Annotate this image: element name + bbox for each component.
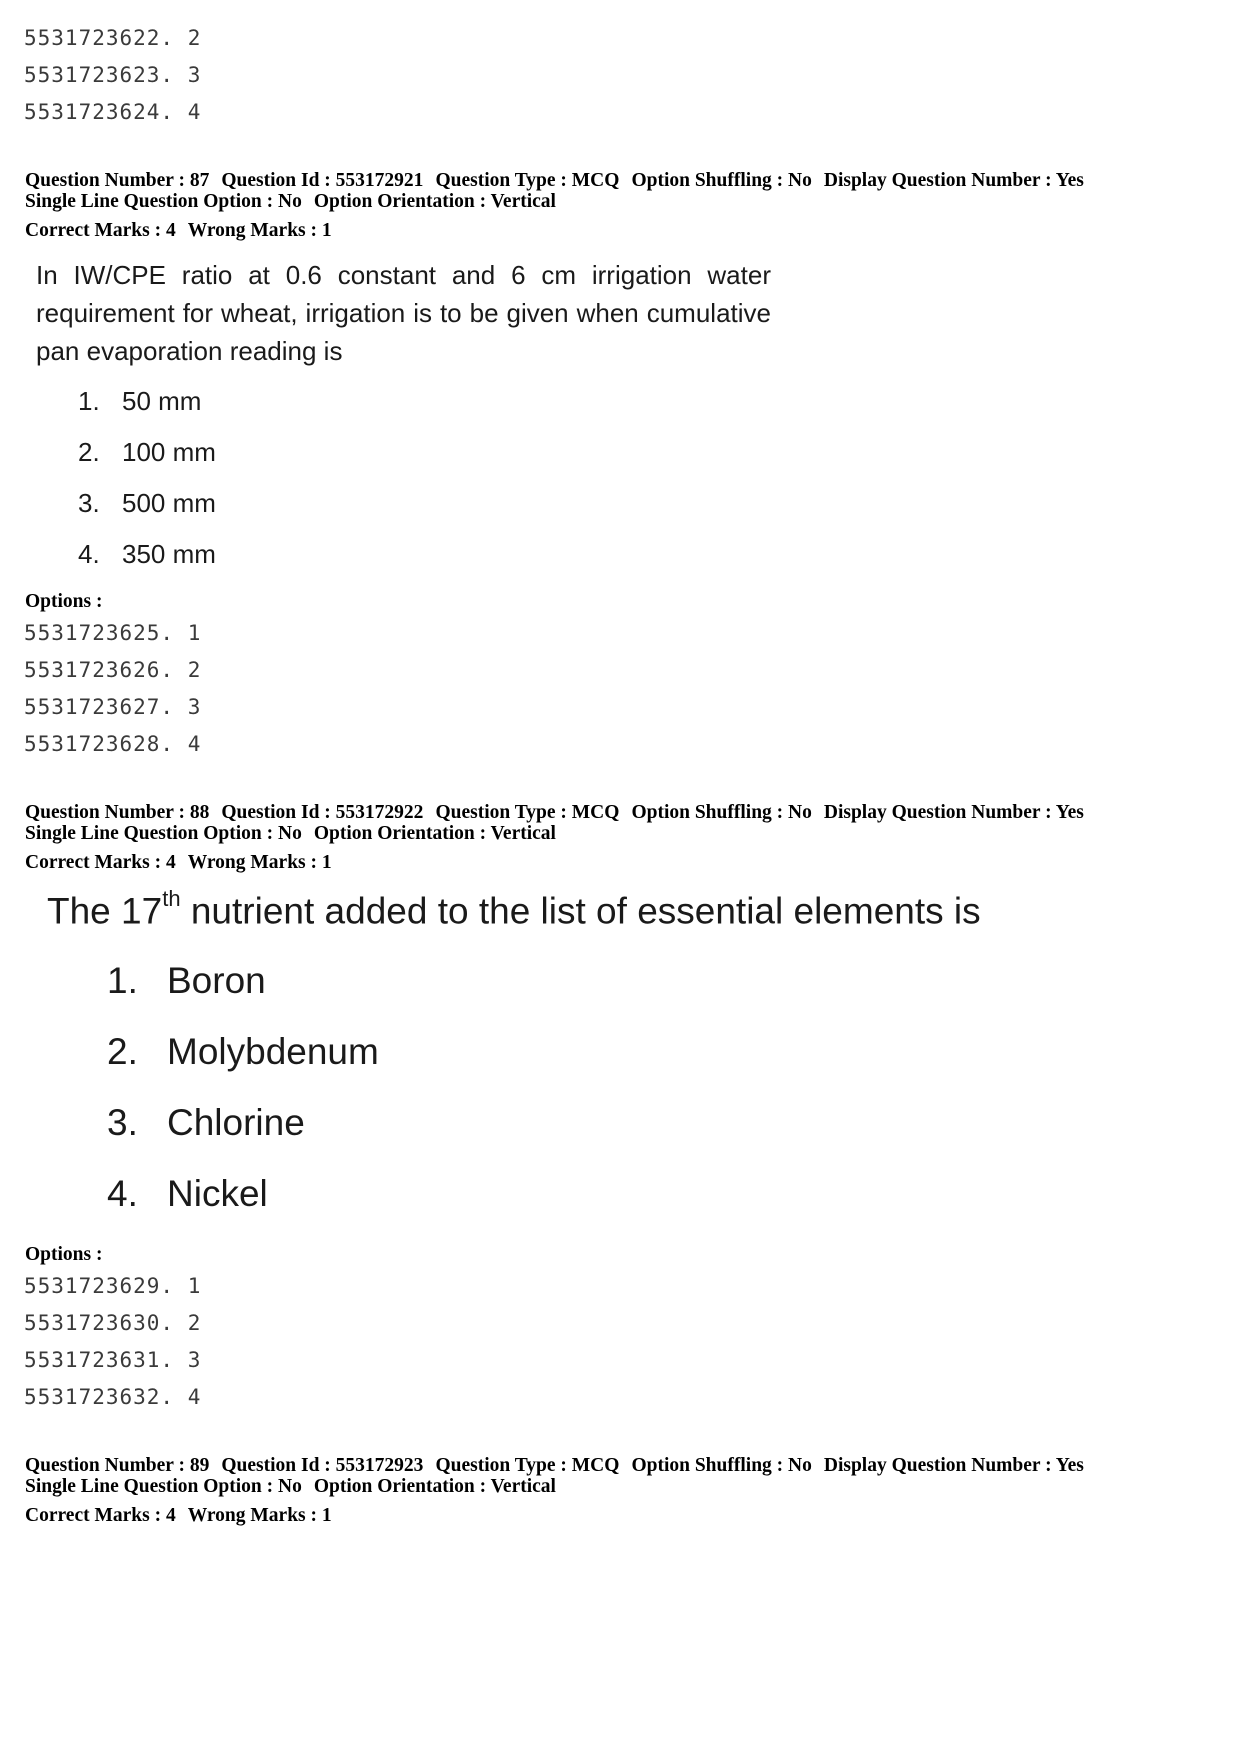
q87-option-shuffling: Option Shuffling : No	[631, 170, 812, 191]
q89-meta-line-2	[25, 1476, 568, 1498]
choice-number: 3.	[78, 488, 100, 518]
q88-option-shuffling: Option Shuffling : No	[631, 802, 812, 823]
option-id-line: 5531723628. 4	[24, 732, 202, 756]
choice-text: 100 mm	[122, 437, 216, 467]
q87-meta-line-1	[25, 170, 1096, 192]
q87-orientation: Option Orientation : Vertical	[313, 191, 556, 212]
q89-correct-marks: Correct Marks : 4	[25, 1505, 176, 1526]
q87-choice	[78, 488, 216, 519]
q87-choice	[78, 437, 216, 468]
option-id-line: 5531723624. 4	[24, 100, 202, 124]
choice-number: 4.	[107, 1173, 138, 1214]
q87-meta-line-2	[25, 191, 568, 213]
q87-question-type: Question Type : MCQ	[435, 170, 620, 191]
option-id-line: 5531723622. 2	[24, 26, 202, 50]
q88-wrong-marks: Wrong Marks : 1	[187, 852, 332, 873]
q88-question-number: Question Number : 88	[25, 802, 210, 823]
q87-wrong-marks: Wrong Marks : 1	[187, 220, 332, 241]
q88-question-suffix: nutrient added to the list of essential elements is	[180, 890, 981, 932]
q87-question-id: Question Id : 553172921	[221, 170, 424, 191]
q88-choice	[107, 1102, 305, 1144]
q87-single-line: Single Line Question Option : No	[25, 191, 302, 212]
q87-marks-line	[25, 220, 344, 242]
q87-choice	[78, 539, 216, 570]
q88-single-line: Single Line Question Option : No	[25, 823, 302, 844]
q89-single-line: Single Line Question Option : No	[25, 1476, 302, 1497]
q87-options-label: Options :	[25, 591, 103, 612]
q89-marks-line	[25, 1505, 344, 1527]
q88-meta-line-1	[25, 802, 1096, 824]
choice-text: Boron	[167, 960, 266, 1001]
q88-display-question-number: Display Question Number : Yes	[823, 802, 1084, 823]
choice-text: Molybdenum	[167, 1031, 379, 1072]
choice-text: 50 mm	[122, 386, 202, 416]
choice-number: 1.	[107, 960, 138, 1001]
choice-text: Nickel	[167, 1173, 268, 1214]
q88-choice	[107, 1173, 268, 1215]
q89-meta-line-1	[25, 1455, 1096, 1477]
choice-text: 500 mm	[122, 488, 216, 518]
q89-orientation: Option Orientation : Vertical	[313, 1476, 556, 1497]
option-id-line: 5531723623. 3	[24, 63, 202, 87]
q89-wrong-marks: Wrong Marks : 1	[187, 1505, 332, 1526]
q89-question-number: Question Number : 89	[25, 1455, 210, 1476]
q88-question-prefix: The 17	[47, 890, 163, 932]
q88-choice	[107, 960, 266, 1002]
q89-display-question-number: Display Question Number : Yes	[823, 1455, 1084, 1476]
q88-orientation: Option Orientation : Vertical	[313, 823, 556, 844]
q87-question-text: In IW/CPE ratio at 0.6 constant and 6 cm irrigation water requirement for wheat, irrigation is to be given when cumulative pan evaporation reading is	[36, 260, 771, 366]
q87-question-number: Question Number : 87	[25, 170, 210, 191]
option-id-line: 5531723629. 1	[24, 1274, 202, 1298]
choice-number: 1.	[78, 386, 100, 416]
q88-question-text	[47, 886, 981, 932]
choice-number: 3.	[107, 1102, 138, 1143]
option-id-line: 5531723630. 2	[24, 1311, 202, 1335]
q87-choice	[78, 386, 201, 417]
q89-option-shuffling: Option Shuffling : No	[631, 1455, 812, 1476]
q88-question-type: Question Type : MCQ	[435, 802, 620, 823]
q88-choice	[107, 1031, 379, 1073]
choice-number: 4.	[78, 539, 100, 569]
q88-marks-line	[25, 852, 344, 874]
q87-correct-marks: Correct Marks : 4	[25, 220, 176, 241]
q88-correct-marks: Correct Marks : 4	[25, 852, 176, 873]
option-id-line: 5531723627. 3	[24, 695, 202, 719]
option-id-line: 5531723631. 3	[24, 1348, 202, 1372]
q89-question-id: Question Id : 553172923	[221, 1455, 424, 1476]
option-id-line: 5531723625. 1	[24, 621, 202, 645]
choice-text: Chlorine	[167, 1102, 305, 1143]
q88-meta-line-2	[25, 823, 568, 845]
choice-number: 2.	[107, 1031, 138, 1072]
option-id-line: 5531723632. 4	[24, 1385, 202, 1409]
choice-number: 2.	[78, 437, 100, 467]
option-id-line: 5531723626. 2	[24, 658, 202, 682]
q89-question-type: Question Type : MCQ	[435, 1455, 620, 1476]
q88-question-id: Question Id : 553172922	[221, 802, 424, 823]
q88-options-label: Options :	[25, 1244, 103, 1265]
q87-display-question-number: Display Question Number : Yes	[823, 170, 1084, 191]
choice-text: 350 mm	[122, 539, 216, 569]
q88-question-superscript: th	[162, 886, 181, 911]
